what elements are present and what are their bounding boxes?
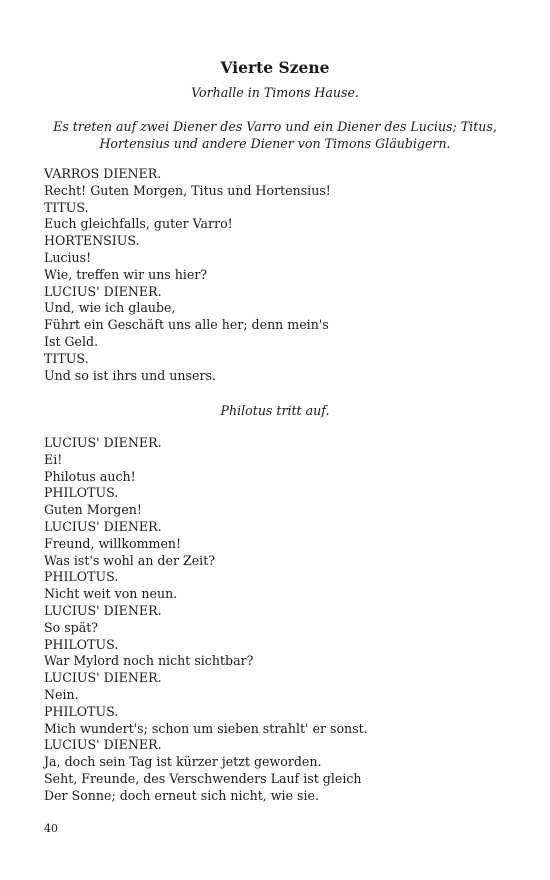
speaker-name: LUCIUS' DIENER. — [44, 518, 162, 534]
dialogue-line: Was ist's wohl an der Zeit? — [44, 552, 216, 568]
dialogue-line: Wie, treffen wir uns hier? — [44, 266, 208, 282]
dialogue-line: So spät? — [44, 619, 99, 635]
dialogue-line: Nicht weit von neun. — [44, 586, 178, 602]
speaker-name: TITUS. — [44, 199, 89, 215]
speaker-name: LUCIUS' DIENER. — [44, 435, 162, 450]
dialogue-line: Philotus auch! — [44, 468, 136, 484]
speaker-name: TITUS. — [44, 350, 89, 366]
dialogue-block-1 — [44, 166, 514, 384]
speaker-name: LUCIUS' DIENER. — [44, 602, 162, 618]
dialogue-line: Freund, willkommen! — [44, 535, 182, 551]
dialogue-line: Der Sonne; doch erneut sich nicht, wie sie. — [44, 787, 319, 803]
dialogue-line: Recht! Guten Morgen, Titus und Hortensius! — [44, 182, 331, 198]
dialogue-line: Ja, doch sein Tag ist kürzer jetzt geworden. — [44, 754, 322, 770]
dialogue-block-2 — [44, 435, 514, 805]
dialogue-line: Führt ein Geschäft uns alle her; denn mein's — [44, 317, 329, 333]
dialogue-line: Und, wie ich glaube, — [44, 300, 176, 316]
stage-direction-line: Es treten auf zwei Diener des Varro und ein Diener des Lucius; Titus, — [53, 119, 497, 134]
speaker-name: PHILOTUS. — [44, 485, 119, 501]
dialogue-line: Ist Geld. — [44, 333, 99, 349]
stage-direction-line: Hortensius und andere Diener von Timons Gläubigern. — [99, 136, 451, 151]
dialogue-line: Ei! — [44, 451, 63, 467]
scene-title: Vierte Szene — [220, 58, 330, 77]
speaker-name: HORTENSIUS. — [44, 233, 140, 249]
dialogue-line: War Mylord noch nicht sichtbar? — [44, 653, 254, 669]
dialogue-line: Mich wundert's; schon um sieben strahlt' er sonst. — [44, 720, 368, 736]
dialogue-line: Guten Morgen! — [44, 502, 142, 518]
dialogue-line: Nein. — [44, 686, 79, 702]
speaker-name: LUCIUS' DIENER. — [44, 670, 162, 686]
opening-stage-direction — [40, 118, 510, 152]
page-number: 40 — [44, 822, 58, 835]
speaker-name: PHILOTUS. — [44, 636, 119, 652]
scene-location: Vorhalle in Timons Hause. — [191, 85, 359, 100]
stage-direction-philotus-enters: Philotus tritt auf. — [220, 403, 330, 418]
dialogue-line: Und so ist ihrs und unsers. — [44, 367, 216, 383]
speaker-name: PHILOTUS. — [44, 703, 119, 719]
dialogue-line: Seht, Freunde, des Verschwenders Lauf ist gleich — [44, 770, 362, 786]
speaker-name: LUCIUS' DIENER. — [44, 283, 162, 299]
speaker-name: LUCIUS' DIENER. — [44, 737, 162, 753]
speaker-name: VARROS DIENER. — [44, 166, 162, 181]
dialogue-line: Euch gleichfalls, guter Varro! — [44, 216, 233, 232]
dialogue-line: Lucius! — [44, 249, 92, 265]
speaker-name: PHILOTUS. — [44, 569, 119, 585]
